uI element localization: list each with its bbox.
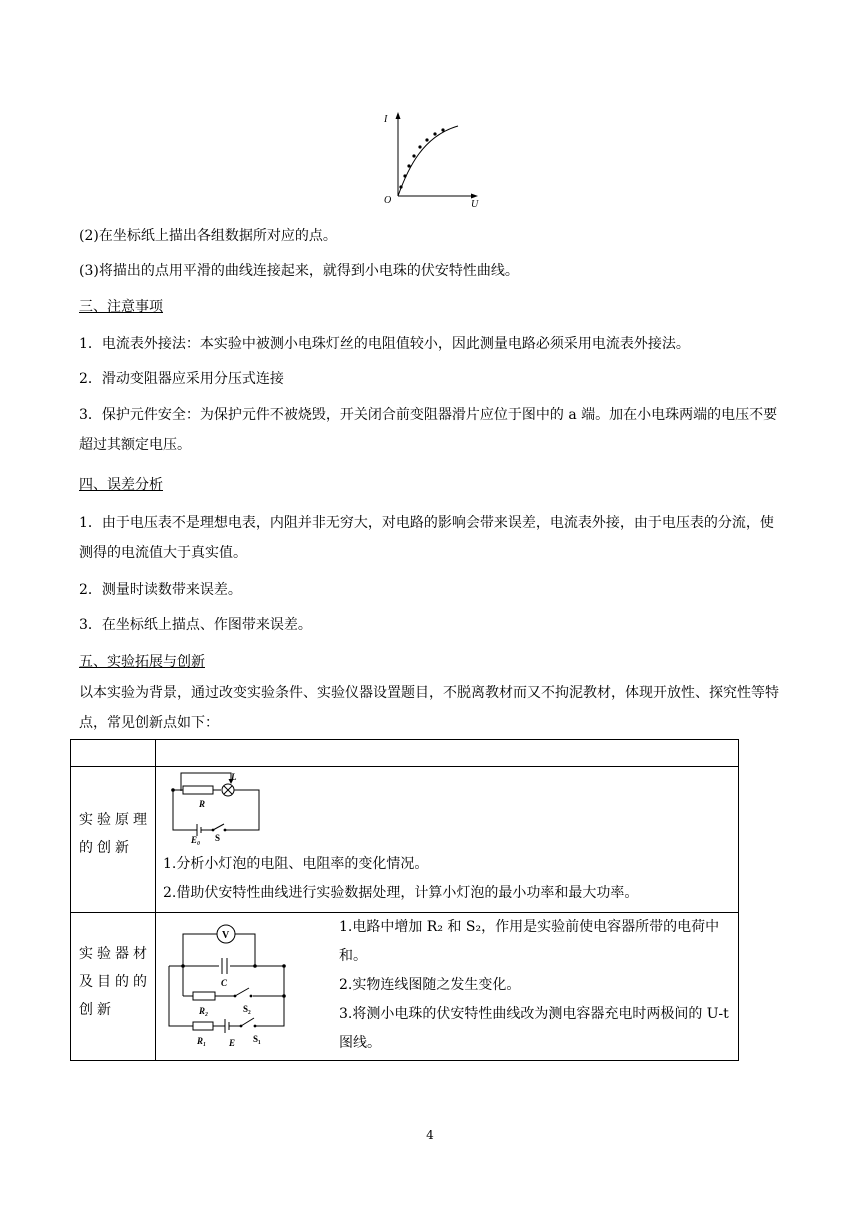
section4-item-1: 1．由于电压表不是理想电表，内阻并非无穷大，对电路的影响会带来误差，电流表外接，由于电压表的分流，使测得的电流值大于真实值。 — [79, 515, 774, 561]
label-s1: S₁ — [253, 1034, 261, 1044]
section3-heading: 三、注意事项 — [79, 299, 163, 315]
row2-point-1: 1.电路中增加 R₂ 和 S₂，作用是实验前使电容器所带的电荷中和。 — [339, 919, 720, 964]
step-2: (2)在坐标纸上描出各组数据所对应的点。 — [79, 228, 337, 244]
circuit-diagram-1 — [163, 769, 269, 845]
section3-item-1: 1．电流表外接法：本实验中被测小电珠灯丝的电阻值较小，因此测量电路必须采用电流表外接法。 — [79, 336, 690, 352]
iu-curve-figure — [378, 108, 484, 208]
page-number: 4 — [426, 1128, 434, 1142]
y-axis-label: I — [384, 114, 388, 125]
label-v: V — [222, 930, 230, 941]
label-l: L — [231, 772, 237, 782]
section4-item-3: 3．在坐标纸上描点、作图带来误差。 — [79, 617, 312, 633]
origin-label: O — [384, 195, 392, 206]
row1-point-2: 2.借助伏安特性曲线进行实验数据处理，计算小灯泡的最小功率和最大功率。 — [163, 885, 639, 901]
circuit-diagram-2 — [163, 918, 291, 1048]
row1-title: 实验原理的创新 — [79, 812, 151, 856]
label-r: R — [199, 799, 206, 809]
section4-heading: 四、误差分析 — [79, 477, 163, 493]
section4-item-2: 2．测量时读数带来误差。 — [79, 582, 242, 598]
x-axis-label: U — [471, 199, 479, 208]
row1-point-1: 1.分析小灯泡的电阻、电阻率的变化情况。 — [163, 856, 429, 872]
row2-point-3: 3.将测小电珠的伏安特性曲线改为测电容器充电时两极间的 U-t 图线。 — [339, 1006, 729, 1051]
label-e0: E₀ — [191, 835, 201, 845]
label-r2: R₂ — [199, 1006, 209, 1016]
section5-heading: 五、实验拓展与创新 — [79, 654, 205, 670]
section5-intro: 以本实验为背景，通过改变实验条件、实验仪器设置题目，不脱离教材而又不拘泥教材，体现开放性、探究性等特点，常见创新点如下： — [79, 685, 779, 731]
section3-item-2: 2．滑动变阻器应采用分压式连接 — [79, 371, 284, 387]
row2-point-2: 2.实物连线图随之发生变化。 — [339, 977, 521, 993]
step-3: (3)将描出的点用平滑的曲线连接起来，就得到小电珠的伏安特性曲线。 — [79, 263, 519, 279]
innovation-table — [70, 739, 739, 1061]
label-r1: R₁ — [197, 1036, 207, 1046]
label-s2: S₂ — [243, 1004, 251, 1014]
label-s: S — [215, 833, 221, 843]
label-e: E — [229, 1038, 236, 1048]
label-c: C — [221, 978, 228, 988]
section3-item-3: 3．保护元件安全：为保护元件不被烧毁，开关闭合前变阻器滑片应位于图中的 a 端。加在小电珠两端的电压不要超过其额定电压。 — [79, 407, 778, 453]
row2-title: 实验器材及目的的创新 — [79, 946, 151, 1018]
